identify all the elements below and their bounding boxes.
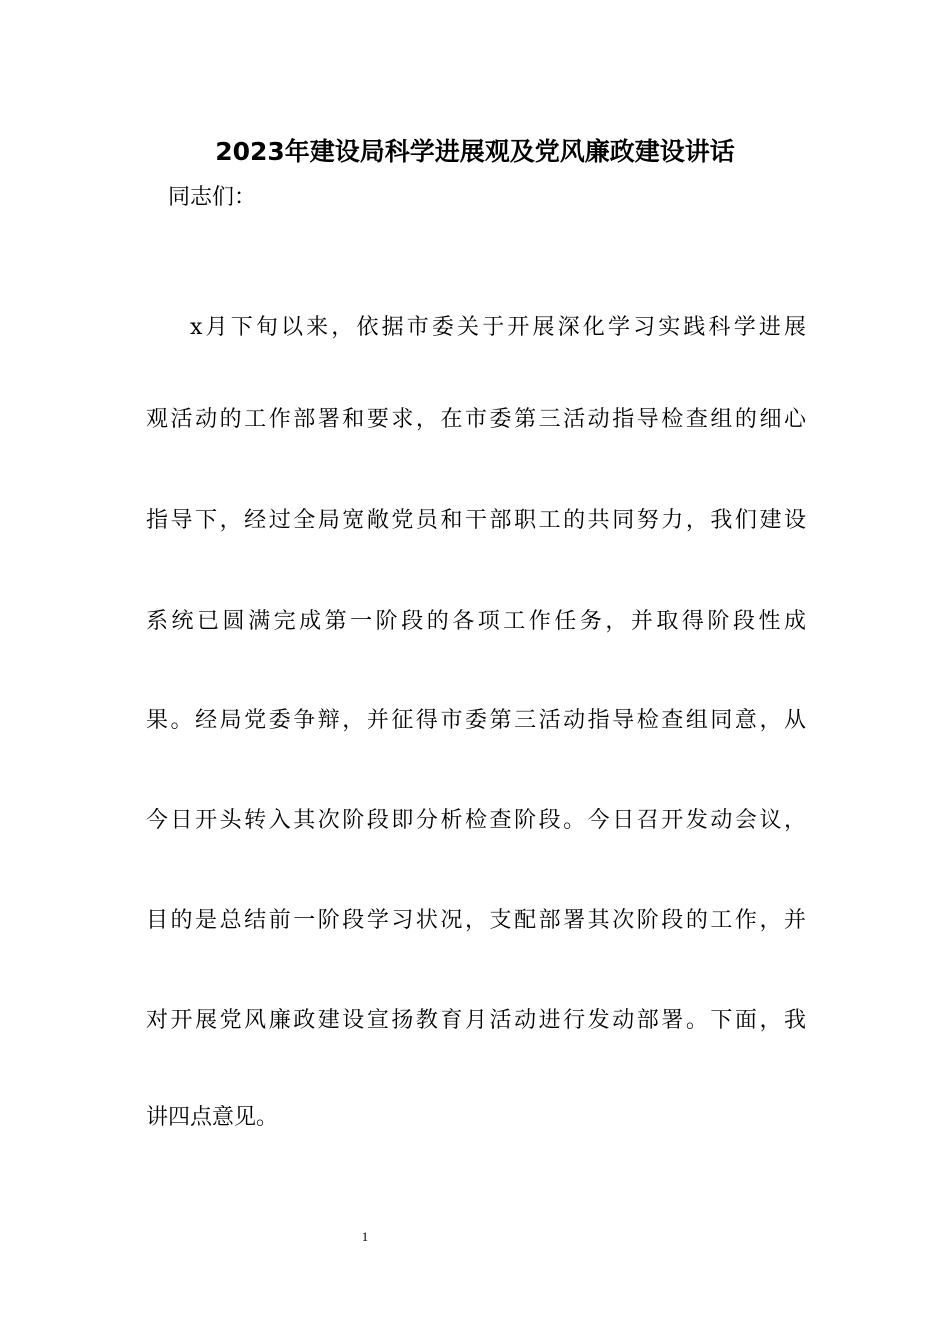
paragraph-line-6: 今日开头转入其次阶段即分析检查阶段。今日召开发动会议， — [146, 808, 806, 833]
paragraph-line-4: 系统已圆满完成第一阶段的各项工作任务，并取得阶段性成 — [146, 609, 806, 634]
paragraph-line-8: 对开展党风廉政建设宣扬教育月活动进行发动部署。下面，我 — [146, 1008, 806, 1033]
page-number: 1 — [361, 1229, 369, 1244]
salutation: 同志们： — [168, 185, 257, 210]
paragraph-line-1: x月下旬以来，依据市委关于开展深化学习实践科学进展 — [190, 315, 806, 340]
document-title: 2023年建设局科学进展观及党风廉政建设讲话 — [215, 137, 735, 166]
paragraph-line-2: 观活动的工作部署和要求，在市委第三活动指导检查组的细心 — [146, 407, 806, 432]
paragraph-line-9: 讲四点意见。 — [146, 1105, 279, 1130]
paragraph-line-3: 指导下，经过全局宽敞党员和干部职工的共同努力，我们建设 — [146, 508, 806, 533]
paragraph-line-5: 果。经局党委争辩，并征得市委第三活动指导检查组同意，从 — [146, 708, 806, 733]
paragraph-line-7: 目的是总结前一阶段学习状况，支配部署其次阶段的工作，并 — [146, 908, 806, 933]
